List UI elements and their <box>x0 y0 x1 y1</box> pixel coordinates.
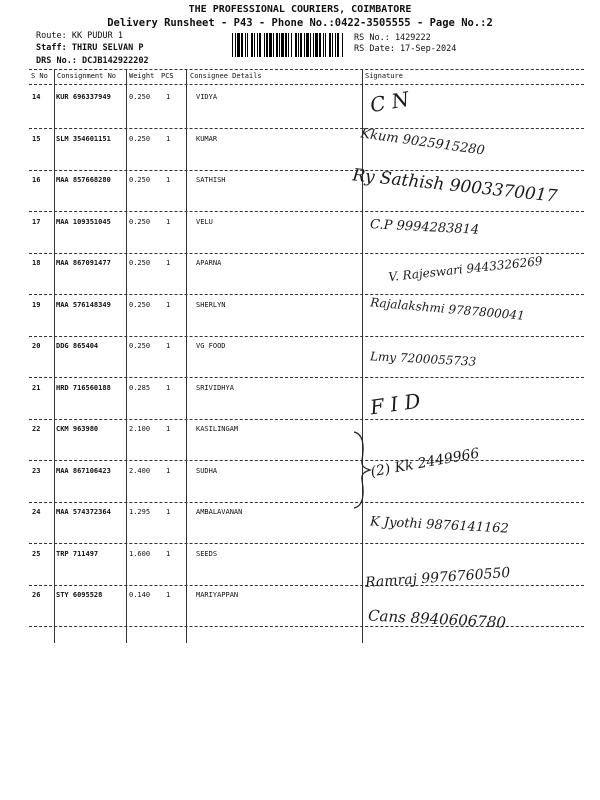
weight-value: 2.400 <box>129 467 151 475</box>
handwritten-signature: K Jyothi 9876141162 <box>369 514 510 537</box>
pcs-value: 1 <box>166 342 171 350</box>
consignee-name: SATHISH <box>196 176 226 184</box>
serial-number: 23 <box>32 467 41 475</box>
consignee-name: SHERLYN <box>196 301 226 309</box>
signature-column <box>351 70 592 645</box>
serial-number: 20 <box>32 342 41 350</box>
consignment-number: DDG 865404 <box>56 342 99 350</box>
company-title: THE PROFESSIONAL COURIERS, COIMBATORE <box>188 4 412 15</box>
weight-value: 2.100 <box>129 425 151 433</box>
consignee-name: SUDHA <box>196 467 218 475</box>
serial-number: 17 <box>32 218 41 226</box>
consignment-number: KUR 696337949 <box>56 93 111 101</box>
pcs-value: 1 <box>166 591 171 599</box>
consignment-number: MAA 109351045 <box>56 218 111 226</box>
consignment-number: CKM 963980 <box>56 425 99 433</box>
handwritten-signature: (2) Kk 2449966 <box>369 445 481 481</box>
handwritten-signature: Ramraj 9976760550 <box>364 564 511 592</box>
column-header-weight: Weight <box>129 72 155 80</box>
consignee-name: AMBALAVANAN <box>196 508 243 516</box>
weight-value: 0.250 <box>129 93 151 101</box>
weight-value: 0.250 <box>129 301 151 309</box>
serial-number: 22 <box>32 425 41 433</box>
column-header-consignee: Consignee Details <box>190 72 262 80</box>
handwritten-signature: Cans 8940606780 <box>367 606 507 632</box>
pcs-value: 1 <box>166 425 171 433</box>
pcs-value: 1 <box>166 135 171 143</box>
consignee-name: KASILINGAM <box>196 425 239 433</box>
serial-number: 15 <box>32 135 41 143</box>
drs-number: DRS No.: DCJB142922202 <box>36 56 149 66</box>
column-header-consignment: Consignment No <box>57 72 117 80</box>
handwritten-signature: Ry Sathish 9003370017 <box>351 165 559 207</box>
pcs-value: 1 <box>166 176 171 184</box>
column-header-pcs: PCS <box>161 72 174 80</box>
column-divider <box>126 70 127 643</box>
weight-value: 0.140 <box>129 591 151 599</box>
serial-number: 19 <box>32 301 41 309</box>
consignment-number: MAA 857668280 <box>56 176 111 184</box>
serial-number: 26 <box>32 591 41 599</box>
weight-value: 0.250 <box>129 342 151 350</box>
consignee-name: APARNA <box>196 259 222 267</box>
serial-number: 21 <box>32 384 41 392</box>
consignee-name: MARIYAPPAN <box>196 591 239 599</box>
consignee-name: VIDYA <box>196 93 218 101</box>
weight-value: 0.250 <box>129 259 151 267</box>
weight-value: 0.250 <box>129 135 151 143</box>
handwritten-signature: V. Rajeswari 9443326269 <box>387 253 544 285</box>
pcs-value: 1 <box>166 259 171 267</box>
serial-number: 14 <box>32 93 41 101</box>
serial-number: 16 <box>32 176 41 184</box>
consignment-number: STY 6095528 <box>56 591 103 599</box>
column-divider <box>186 70 187 643</box>
consignee-name: VELU <box>196 218 213 226</box>
pcs-value: 1 <box>166 467 171 475</box>
serial-number: 25 <box>32 550 41 558</box>
column-header-signature: Signature <box>365 72 403 80</box>
rs-date: RS Date: 17-Sep-2024 <box>354 44 457 54</box>
column-header-sno: S No <box>31 72 48 80</box>
pcs-value: 1 <box>166 218 171 226</box>
rs-number: RS No.: 1429222 <box>354 33 431 43</box>
consignee-name: SEEDS <box>196 550 218 558</box>
pcs-value: 1 <box>166 301 171 309</box>
handwritten-signature: Rajalakshmi 9787800041 <box>369 295 526 323</box>
pcs-value: 1 <box>166 93 171 101</box>
weight-value: 0.250 <box>129 218 151 226</box>
serial-number: 24 <box>32 508 41 516</box>
consignee-name: SRIVIDHYA <box>196 384 234 392</box>
pcs-value: 1 <box>166 384 171 392</box>
consignee-name: VG FOOD <box>196 342 226 350</box>
runsheet-subtitle: Delivery Runsheet - P43 - Phone No.:0422-3505555 - Page No.:2 <box>107 17 493 29</box>
handwritten-signature: Kkum 9025915280 <box>359 126 486 159</box>
weight-value: 0.285 <box>129 384 151 392</box>
barcode <box>232 33 344 57</box>
weight-value: 1.295 <box>129 508 151 516</box>
handwritten-signature: F I D <box>368 388 422 420</box>
route-label: Route: KK PUDUR 1 <box>36 31 123 41</box>
pcs-value: 1 <box>166 508 171 516</box>
consignment-number: TRP 711497 <box>56 550 99 558</box>
consignment-number: HRD 716560188 <box>56 384 111 392</box>
consignment-number: MAA 867091477 <box>56 259 111 267</box>
handwritten-signature: C.P 9994283814 <box>369 217 480 238</box>
column-divider <box>54 70 55 643</box>
consignment-number: MAA 574372364 <box>56 508 111 516</box>
pcs-value: 1 <box>166 550 171 558</box>
serial-number: 18 <box>32 259 41 267</box>
consignment-number: MAA 867106423 <box>56 467 111 475</box>
consignment-number: MAA 576148349 <box>56 301 111 309</box>
handwritten-signature: Lmy 7200055733 <box>369 349 477 369</box>
consignee-name: KUMAR <box>196 135 218 143</box>
handwritten-signature: C N <box>368 86 411 118</box>
weight-value: 0.250 <box>129 176 151 184</box>
staff-label: Staff: THIRU SELVAN P <box>36 43 144 53</box>
consignment-number: SLM 354601151 <box>56 135 111 143</box>
weight-value: 1.600 <box>129 550 151 558</box>
